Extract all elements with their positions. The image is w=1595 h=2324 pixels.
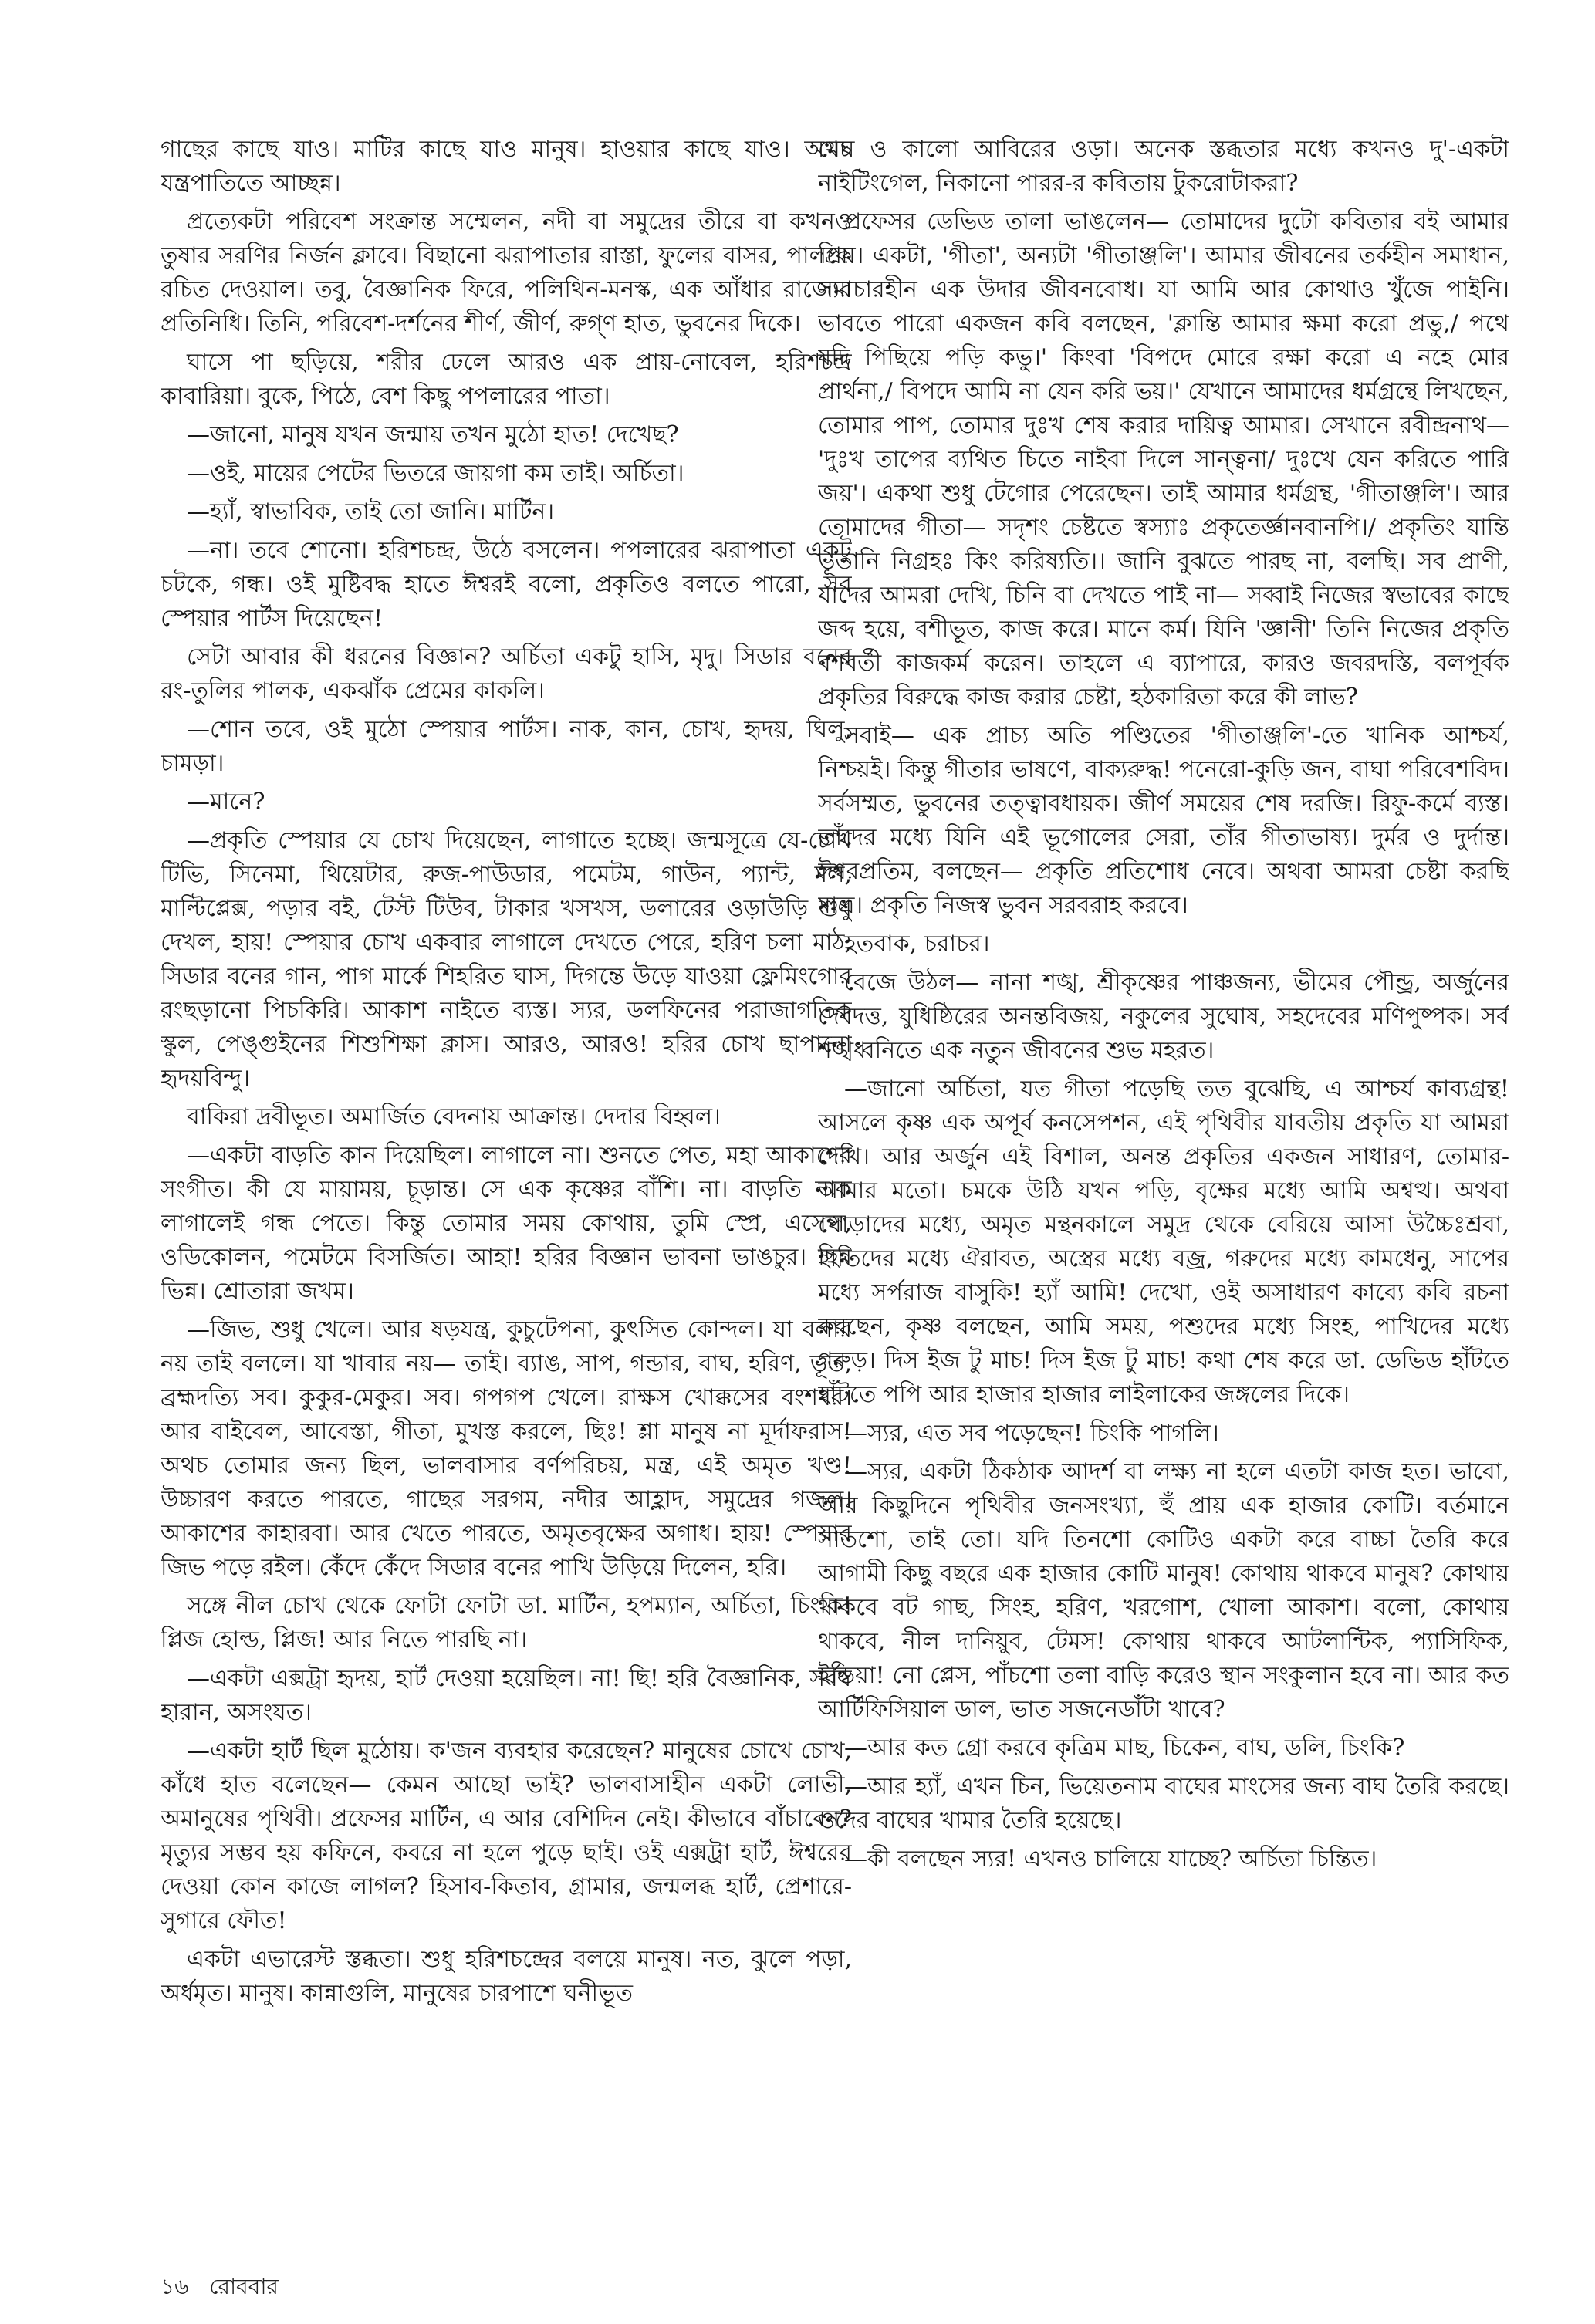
paragraph: —একটা বাড়তি কান দিয়েছিল। লাগালে না। শুনতে পেত, মহা আকাশের সংগীত। কী যে মায়াময়, চূড়ান্ত। সে এক কৃষ্ণের বাঁশি। না। বাড়তি নাক লাগালেই গন্ধ পেতে। কিন্তু তোমার সময় কোথায়, তুমি স্প্রে, এসেন্স, ওডিকোলন, পমেটমে বিসর্জিত। আহা! হরির বিজ্ঞান ভাবনা ভাঙচুর। ছিন্ন ভিন্ন। শ্রোতারা জখম। — [161, 1142, 852, 1305]
right-column — [818, 133, 1509, 2262]
paragraph: প্রত্যেকটা পরিবেশ সংক্রান্ত সম্মেলন, নদী বা সমুদ্রের তীরে বা কখনও তুষার সরণির নির্জন ক্লাবে। বিছানো ঝরাপাতার রাস্তা, ফুলের বাসর, পালকে রচিত দেওয়াল। তবু, বৈজ্ঞানিক ফিরে, পলিথিন-মনস্ক, এক আঁধার রাজ্যের প্রতিনিধি। তিনি, পরিবেশ-দর্শনের শীর্ণ, জীর্ণ, রুগ্ণ হাত, ভুবনের দিকে। — [161, 208, 852, 337]
paragraph: মেঘ ও কালো আবিরের ওড়া। অনেক স্তব্ধতার মধ্যে কখনও দু'-একটা নাইটিংগেল, নিকানো পারর-র কবিতায় টুকরোটাকরা? — [818, 136, 1509, 197]
paragraph: গাছের কাছে যাও। মাটির কাছে যাও মানুষ। হাওয়ার কাছে যাও। অথচ যন্ত্রপাতিতে আচ্ছন্ন। — [161, 136, 852, 197]
paragraph: সবাই— এক প্রাচ্য অতি পণ্ডিতের 'গীতাঞ্জলি'-তে খানিক আশ্চর্য, নিশ্চয়ই। কিন্তু গীতার ভাষণে, বাক্যরুদ্ধ! পনেরো-কুড়ি জন, বাঘা পরিবেশবিদ। সর্বসম্মত, ভুবনের তত্ত্বাবধায়ক। জীর্ণ সময়ের শেষ দরজি। রিফু-কর্মে ব্যস্ত। তাঁদের মধ্যে যিনি এই ভূগোলের সেরা, তাঁর গীতাভাষ্য। দুর্মর ও দুর্দান্ত। ঈশ্বরপ্রতিম, বলছেন— প্রকৃতি প্রতিশোধ নেবে। অথবা আমরা চেষ্টা করছি মাত্র। প্রকৃতি নিজস্ব ভুবন সরবরাহ করবে। — [818, 722, 1509, 919]
paragraph: —স্যর, এত সব পড়েছেন! চিংকি পাগলি। — [844, 1420, 1219, 1447]
paragraph: —জিভ, শুধু খেলে। আর ষড়যন্ত্র, কুচুটেপনা, কুৎসিত কোন্দল। যা বলার নয় তাই বললে। যা খাবার নয়— তাই। ব্যাঙ, সাপ, গন্ডার, বাঘ, হরিণ, ভূত, ব্রহ্মদত্যি সব। কুকুর-মেকুর। সব। গপগপ খেলে। রাক্ষস খোক্কসের বংশধর। আর বাইবেল, আবেস্তা, গীতা, মুখস্ত করলে, ছিঃ! শ্লা মানুষ না মূর্দাফরাস! অথচ তোমার জন্য ছিল, ভালবাসার বর্ণপরিচয়, মন্ত্র, এই অমৃত খণ্ড! উচ্চারণ করতে পারতে, গাছের সরগম, নদীর আহ্লাদ, সমুদ্রের গজল। আকাশের কাহারবা। আর খেতে পারতে, অমৃতবৃক্ষের অগাধ। হায়! স্পেয়ার জিভ পড়ে রইল। কেঁদে কেঁদে সিডার বনের পাখি উড়িয়ে দিলেন, হরি। — [161, 1316, 852, 1581]
paragraph: —মানে? — [187, 789, 265, 816]
paragraph: —হ্যাঁ, স্বাভাবিক, তাই তো জানি। মার্টিন। — [187, 498, 555, 525]
paragraph: হতবাক, চরাচর। — [844, 931, 990, 958]
paragraph: —শোন তবে, ওই মুঠো স্পেয়ার পার্টস। নাক, কান, চোখ, হৃদয়, ঘিলু, চামড়া। — [161, 716, 852, 777]
paragraph: —জানো অর্চিতা, যত গীতা পড়েছি তত বুঝেছি, এ আশ্চর্য কাব্যগ্রন্থ! আসলে কৃষ্ণ এক অপূর্ব কনসেপশন, এই পৃথিবীর যাবতীয় প্রকৃতি যা আমরা দেখি। আর অর্জুন এই বিশাল, অনন্ত প্রকৃতির একজন সাধারণ, তোমার-আমার মতো। চমকে উঠি যখন পড়ি, বৃক্ষের মধ্যে আমি অশ্বত্থ। অথবা ঘোড়াদের মধ্যে, অমৃত মন্থনকালে সমুদ্র থেকে বেরিয়ে আসা উচ্চৈঃশ্রবা, হাতিদের মধ্যে ঐরাবত, অস্ত্রের মধ্যে বজ্র, গরুদের মধ্যে কামধেনু, সাপের মধ্যে সর্পরাজ বাসুকি! হ্যাঁ আমি! দেখো, ওই অসাধারণ কাব্যে কবি রচনা করছেন, কৃষ্ণ বলছেন, আমি সময়, পশুদের মধ্যে সিংহ, পাখিদের মধ্যে গরুড়। দিস ইজ টু মাচ! দিস ইজ টু মাচ! কথা শেষ করে ডা. ডেভিড হাঁটতে হাঁটতে পপি আর হাজার হাজার লাইলাকের জঙ্গলের দিকে। — [818, 1076, 1509, 1408]
paragraph: —কী বলছেন স্যর! এখনও চালিয়ে যাচ্ছে? অর্চিতা চিন্তিত। — [844, 1846, 1377, 1873]
paragraph: ঘাসে পা ছড়িয়ে, শরীর ঢেলে আরও এক প্রায়-নোবেল, হরিশচন্দ্র কাবারিয়া। বুকে, পিঠে, বেশ কিছু পপলারের পাতা। — [161, 349, 852, 410]
left-column — [161, 133, 852, 2262]
paragraph: বাকিরা দ্রবীভূত। অমার্জিত বেদনায় আক্রান্ত। দেদার বিহ্বল। — [187, 1103, 721, 1130]
paragraph: বেজে উঠল— নানা শঙ্খ, শ্রীকৃষ্ণের পাঞ্চজন্য, ভীমের পৌন্ড্র, অর্জুনের দেবদত্ত, যুধিষ্ঠিরের অনন্তবিজয়, নকুলের সুঘোষ, সহদেবের মণিপুষ্পক। সর্ব শঙ্খধ্বনিতে এক নতুন জীবনের শুভ মহরত। — [818, 969, 1509, 1064]
paragraph: —স্যর, একটা ঠিকঠাক আদর্শ বা লক্ষ্য না হলে এতটা কাজ হত। ভাবো, আর কিছুদিনে পৃথিবীর জনসংখ্যা, হুঁ প্রায় এক হাজার কোটি। বর্তমানে সাতশো, তাই তো। যদি তিনশো কোটিও একটা করে বাচ্চা তৈরি করে আগামী কিছু বছরে এক হাজার কোটি মানুষ! কোথায় থাকবে মানুষ? কোথায় থাকবে বট গাছ, সিংহ, হরিণ, খরগোশ, খোলা আকাশ। বলো, কোথায় থাকবে, নীল দানিয়ুব, টেমস! কোথায় থাকবে আটলান্টিক, প্যাসিফিক, ইন্ডিয়া! নো প্লেস, পাঁচশো তলা বাড়ি করেও স্থান সংকুলান হবে না। আর কত আর্টিফিসিয়াল ডাল, ভাত সজনেডাঁটা খাবে? — [818, 1458, 1509, 1723]
paragraph: —আর কত গ্রো করবে কৃত্রিম মাছ, চিকেন, বাঘ, ডলি, চিংকি? — [844, 1735, 1405, 1762]
paragraph: —প্রকৃতি স্পেয়ার যে চোখ দিয়েছেন, লাগাতে হচ্ছে। জন্মসূত্রে যে-চোখ টিভি, সিনেমা, থিয়েটার, রুজ-পাউডার, পমেটম, গাউন, প্যান্ট, মল, মাল্টিপ্লেক্স, পড়ার বই, টেস্ট টিউব, টাকার খসখস, ডলারের ওড়াউড়ি শুধু দেখল, হায়! স্পেয়ার চোখ একবার লাগালে দেখতে পেরে, হরিণ চলা মাঠ, সিডার বনের গান, পাগ মার্কে শিহরিত ঘাস, দিগন্তে উড়ে যাওয়া ফ্লেমিংগোর রংছড়ানো পিচকিরি। আকাশ নাইতে ব্যস্ত। স্যর, ডলফিনের পরাজাগতিক স্কুল, পেঙ্গুইনের শিশুশিক্ষা ক্লাস। আরও, আরও! হরির চোখ ছাপানো হৃদয়বিন্দু। — [161, 827, 852, 1092]
paragraph: —একটা এক্সট্রা হৃদয়, হার্ট দেওয়া হয়েছিল। না! ছি! হরি বৈজ্ঞানিক, সর্বস্ব হারান, অসংযত। — [161, 1665, 852, 1726]
paragraph: একটা এভারেস্ট স্তব্ধতা। শুধু হরিশচন্দ্রের বলয়ে মানুষ। নত, ঝুলে পড়া, অর্ধমৃত। মানুষ। কান্নাগুলি, মানুষের চারপাশে ঘনীভূত — [161, 1946, 852, 2007]
paragraph: —না। তবে শোনো। হরিশচন্দ্র, উঠে বসলেন। পপলারের ঝরাপাতা একটু চটকে, গন্ধ। ওই মুষ্টিবদ্ধ হাতে ঈশ্বরই বলো, প্রকৃতিও বলতে পারো, সব স্পেয়ার পার্টস দিয়েছেন! — [161, 537, 852, 632]
paragraph: সেটা আবার কী ধরনের বিজ্ঞান? অর্চিতা একটু হাসি, মৃদু। সিডার বনের রং-তুলির পালক, একঝাঁক প্রেমের কাকলি। — [161, 643, 852, 704]
paragraph: প্রফেসর ডেভিড তালা ভাঙলেন— তোমাদের দুটো কবিতার বই আমার প্রিয়। একটা, 'গীতা', অন্যটা 'গীতাঞ্জলি'। আমার জীবনের তর্কহীন সমাধান, সমাচারহীন এক উদার জীবনবোধ। যা আমি আর কোথাও খুঁজে পাইনি। ভাবতে পারো একজন কবি বলছেন, 'ক্লান্তি আমার ক্ষমা করো প্রভু,/ পথে যদি পিছিয়ে পড়ি কভু।' কিংবা 'বিপদে মোরে রক্ষা করো এ নহে মোর প্রার্থনা,/ বিপদে আমি না যেন করি ভয়।' যেখানে আমাদের ধর্মগ্রন্থে লিখছেন, তোমার পাপ, তোমার দুঃখ শেষ করার দায়িত্ব আমার। সেখানে রবীন্দ্রনাথ— 'দুঃখ তাপের ব্যথিত চিতে নাইবা দিলে সান্ত্বনা/ দুঃখে যেন করিতে পারি জয়'। একথা শুধু টেগোর পেরেছেন। তাই আমার ধর্মগ্রন্থ, 'গীতাঞ্জলি'। আর তোমাদের গীতা— সদৃশং চেষ্টতে স্বস্যাঃ প্রকৃতের্জ্ঞানবানপি।/ প্রকৃতিং যান্তি ভূতানি নিগ্রহঃ কিং করিষ্যতি।। জানি বুঝতে পারছ না, বলছি। সব প্রাণী, যাদের আমরা দেখি, চিনি বা দেখতে পাই না— সব্বাই নিজের স্বভাবের কাছে জব্দ হয়ে, বশীভূত, কাজ করে। মানে কর্ম। যিনি 'জ্ঞানী' তিনি নিজের প্রকৃতি বশবর্তী কাজকর্ম করেন। তাহলে এ ব্যাপারে, কারও জবরদস্তি, বলপূর্বক প্রকৃতির বিরুদ্ধে কাজ করার চেষ্টা, হঠকারিতা করে কী লাভ? — [818, 208, 1509, 711]
page-number: ১৬ — [161, 2274, 189, 2299]
paragraph: —জানো, মানুষ যখন জন্মায় তখন মুঠো হাত! দেখেছ? — [187, 421, 679, 448]
paragraph: —আর হ্যাঁ, এখন চিন, ভিয়েতনাম বাঘের মাংসের জন্য বাঘ তৈরি করছে। ওদের বাঘের খামার তৈরি হয়েছে। — [818, 1773, 1509, 1834]
paragraph: —একটা হার্ট ছিল মুঠোয়। ক'জন ব্যবহার করেছেন? মানুষের চোখে চোখ, কাঁধে হাত বলেছেন— কেমন আছো ভাই? ভালবাসাহীন একটা লোভী, অমানুষের পৃথিবী। প্রফেসর মার্টিন, এ আর বেশিদিন নেই। কীভাবে বাঁচাবেন? মৃত্যুর সম্ভব হয় কফিনে, কবরে না হলে পুড়ে ছাই। ওই এক্সট্রা হার্ট, ঈশ্বরের দেওয়া কোন কাজে লাগল? হিসাব-কিতাব, গ্রামার, জন্মলব্ধ হার্ট, প্রেশারে-সুগারে ফৌত! — [161, 1738, 852, 1934]
page-footer — [161, 2270, 279, 2306]
paragraph: সঙ্গে নীল চোখ থেকে ফোটা ফোটা ডা. মার্টিন, হপম্যান, অর্চিতা, চিংকি! প্লিজ হোল্ড, প্লিজ! আর নিতে পারছি না। — [161, 1593, 852, 1653]
paragraph: —ওই, মায়ের পেটের ভিতরে জায়গা কম তাই। অর্চিতা। — [187, 460, 684, 487]
publication-name: রোববার — [209, 2274, 279, 2299]
